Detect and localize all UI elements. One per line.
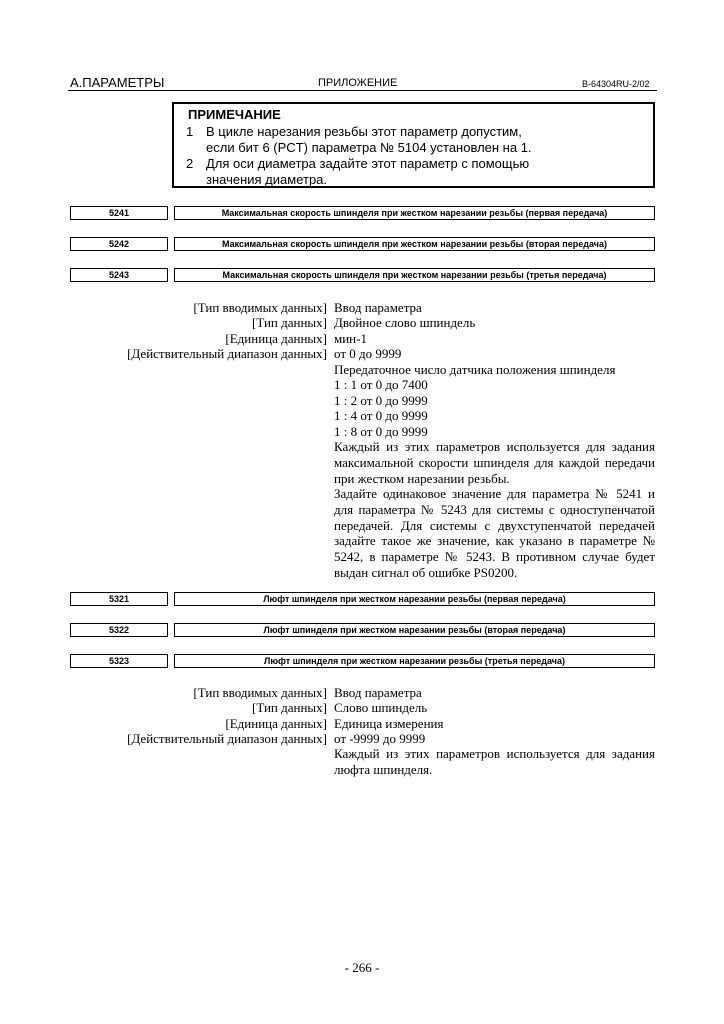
description-paragraph: Каждый из этих параметров используется для задания люфта шпинделя. — [334, 746, 655, 777]
label-unit: [Единица данных] — [225, 716, 327, 731]
note-item-line: значения диаметра. — [206, 172, 328, 187]
value-data-type: Двойное слово шпиндель — [334, 315, 476, 330]
page-number: - 266 - — [344, 960, 380, 975]
value-unit: мин-1 — [334, 331, 367, 346]
label-range: [Действительный диапазон данных] — [127, 346, 327, 361]
parameter-number: 5322 — [70, 623, 168, 637]
header-rule — [68, 90, 657, 91]
ratio-line: 1 : 2 от 0 до 9999 — [334, 393, 428, 408]
header-center: ПРИЛОЖЕНИЕ — [318, 77, 398, 89]
parameter-row — [70, 654, 655, 668]
ratio-line: 1 : 4 от 0 до 9999 — [334, 408, 428, 423]
label-data-type: [Тип данных] — [252, 700, 327, 715]
parameter-number: 5243 — [70, 268, 168, 282]
value-unit: Единица измерения — [334, 716, 444, 731]
description-paragraph: Задайте одинаковое значение для параметра № 5241 и для параметра № 5243 для системы с одноступенчатой передачей. Для системы с двухступенчатой передачей задайте такое же значение, как указано в параметре № 5242, в параметре № 5243. В противном случае будет выдан сигнал об ошибке PS0200. — [334, 486, 655, 580]
note-item-line: Для оси диаметра задайте этот параметр с помощью — [206, 156, 530, 171]
label-unit: [Единица данных] — [225, 331, 327, 346]
parameter-name: Максимальная скорость шпинделя при жестком нарезании резьбы (вторая передача) — [174, 237, 655, 251]
note-item-number: 1 — [186, 124, 194, 139]
label-input-type: [Тип вводимых данных] — [193, 300, 327, 315]
note-item-line: В цикле нарезания резьбы этот параметр допустим, — [206, 124, 522, 139]
parameter-row — [70, 592, 655, 606]
parameter-number: 5242 — [70, 237, 168, 251]
ratio-heading: Передаточное число датчика положения шпинделя — [334, 362, 616, 377]
parameter-number: 5323 — [70, 654, 168, 668]
ratio-line: 1 : 8 от 0 до 9999 — [334, 424, 428, 439]
parameter-row — [70, 268, 655, 282]
value-data-type: Слово шпиндель — [334, 700, 428, 715]
parameter-name: Максимальная скорость шпинделя при жестком нарезании резьбы (первая передача) — [174, 206, 655, 220]
value-input-type: Ввод параметра — [334, 300, 422, 315]
note-box — [172, 102, 655, 188]
description-paragraph: Каждый из этих параметров используется для задания максимальной скорости шпинделя для каждой передачи при жестком нарезании резьбы. — [334, 439, 655, 486]
value-range: от -9999 до 9999 — [334, 731, 426, 746]
parameter-name: Максимальная скорость шпинделя при жестком нарезании резьбы (третья передача) — [174, 268, 655, 282]
parameter-number: 5241 — [70, 206, 168, 220]
parameter-row — [70, 623, 655, 637]
section-title: А.ПАРАМЕТРЫ — [70, 75, 165, 90]
parameter-name: Люфт шпинделя при жестком нарезании резьбы (вторая передача) — [174, 623, 655, 637]
parameter-number: 5321 — [70, 592, 168, 606]
value-range: от 0 до 9999 — [334, 346, 402, 361]
parameter-row — [70, 237, 655, 251]
parameter-row — [70, 206, 655, 220]
value-input-type: Ввод параметра — [334, 685, 422, 700]
ratio-line: 1 : 1 от 0 до 7400 — [334, 377, 428, 392]
label-range: [Действительный диапазон данных] — [127, 731, 327, 746]
note-item-number: 2 — [186, 156, 194, 171]
note-item-line: если бит 6 (PCT) параметра № 5104 установлен на 1. — [206, 140, 532, 155]
document-code: B-64304RU-2/02 — [582, 79, 650, 89]
parameter-name: Люфт шпинделя при жестком нарезании резьбы (первая передача) — [174, 592, 655, 606]
note-title: ПРИМЕЧАНИЕ — [188, 107, 281, 122]
parameter-name: Люфт шпинделя при жестком нарезании резьбы (третья передача) — [174, 654, 655, 668]
label-input-type: [Тип вводимых данных] — [193, 685, 327, 700]
label-data-type: [Тип данных] — [252, 315, 327, 330]
